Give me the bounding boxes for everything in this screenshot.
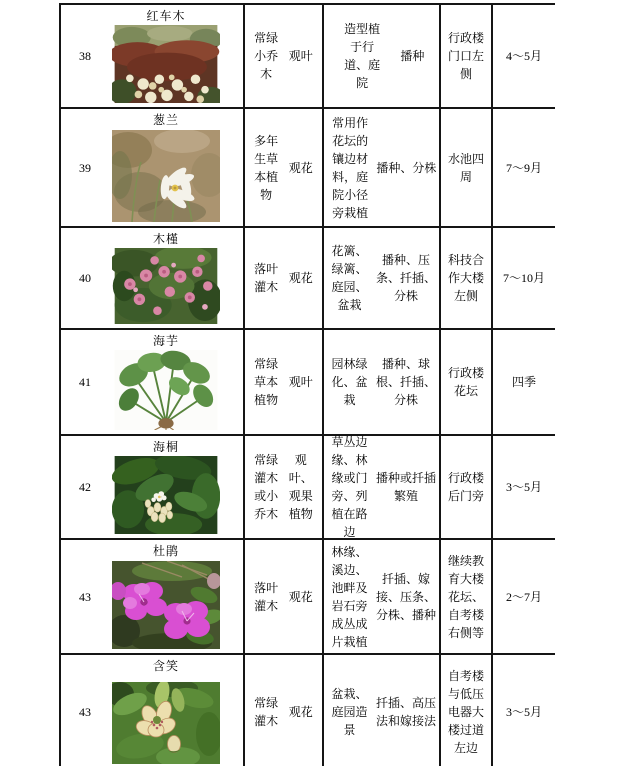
usage-cell [324, 228, 441, 328]
row-number: 38 [79, 49, 91, 63]
photo-block [109, 330, 223, 434]
months-cell [493, 330, 555, 434]
plant-cell [59, 655, 245, 766]
photo-block [109, 228, 223, 328]
propagation-text: 扦插、嫁接、压条、分株、播种 [375, 571, 436, 622]
months-cell [493, 109, 555, 226]
photo-block [109, 436, 223, 538]
plant-cell [59, 5, 245, 107]
type-cell [245, 228, 324, 328]
row-number: 42 [79, 480, 91, 494]
location-cell [441, 655, 493, 766]
view-category: 观叶、观果植物 [288, 453, 313, 521]
plant-name: 杜鹃 [152, 544, 179, 558]
view-category: 观叶 [288, 375, 313, 389]
plant-type: 落叶灌木 [254, 580, 279, 613]
type-cell [245, 330, 324, 434]
usage-cell [324, 109, 441, 226]
bloom-months: 3～5月 [505, 704, 542, 719]
propagation-text: 播种 [400, 49, 425, 63]
bloom-months: 四季 [511, 375, 536, 389]
months-cell [493, 436, 555, 538]
bloom-months: 7～9月 [505, 160, 542, 175]
view-category: 观花 [288, 271, 313, 285]
usage-text: 林缘、溪边、池畔及岩石旁成丛成片栽植 [331, 544, 368, 649]
plant-cell [59, 540, 245, 653]
plant-cell [59, 228, 245, 328]
plant-type: 常绿灌木或小乔木 [254, 453, 279, 521]
location-text: 继续教育大楼花坛、自考楼右侧等 [447, 553, 484, 640]
plant-type: 常绿草本植物 [254, 357, 279, 407]
plant-type: 多年生草本植物 [254, 133, 279, 202]
usage-text: 花篱、绿篱、庭园、盆栽 [331, 244, 368, 312]
plant-name: 木槿 [152, 232, 179, 246]
location-cell [441, 228, 493, 328]
plant-type: 常绿小乔木 [254, 31, 279, 81]
view-category: 观叶 [288, 49, 313, 63]
usage-cell [324, 540, 441, 653]
usage-cell [324, 436, 441, 538]
location-cell [441, 330, 493, 434]
type-cell [245, 109, 324, 226]
type-cell [245, 436, 324, 538]
type-cell [245, 655, 324, 766]
table-row [59, 540, 555, 655]
months-cell [493, 228, 555, 328]
row-number: 40 [79, 271, 91, 285]
location-cell [441, 5, 493, 107]
usage-text: 盆栽、庭园造景 [331, 686, 368, 737]
bloom-months: 3～5月 [505, 480, 542, 494]
location-text: 自考楼与低压电器大楼过道左边 [447, 668, 484, 755]
photo-block [109, 109, 223, 226]
table-row [59, 5, 555, 109]
months-cell [493, 540, 555, 653]
plant-photo [112, 682, 220, 764]
location-cell [441, 109, 493, 226]
plant-name: 红车木 [146, 9, 186, 23]
row-number: 43 [79, 589, 91, 604]
location-cell [441, 540, 493, 653]
propagation-text: 播种、分株 [376, 160, 437, 175]
plant-cell [59, 109, 245, 226]
plant-photo [112, 561, 220, 649]
plant-photo [112, 248, 220, 324]
plant-name: 含笑 [152, 659, 179, 673]
plant-name: 海桐 [152, 440, 179, 454]
table-row [59, 330, 555, 436]
usage-text: 草丛边缘、林缘或门旁、列植在路边 [331, 435, 368, 539]
photo-block [109, 5, 223, 107]
location-text: 科技合作大楼左侧 [447, 253, 484, 303]
table-row [59, 109, 555, 228]
bloom-months: 2～7月 [505, 589, 542, 604]
plant-name: 葱兰 [152, 113, 179, 127]
usage-text: 园林绿化、盆栽 [331, 357, 368, 407]
photo-block [109, 540, 223, 653]
plant-type: 落叶灌木 [254, 262, 279, 294]
type-cell [245, 540, 324, 653]
propagation-text: 播种、球根、扦插、分株 [375, 357, 436, 407]
usage-cell [324, 655, 441, 766]
location-text: 行政楼门口左侧 [447, 31, 484, 81]
bloom-months: 7～10月 [502, 271, 545, 285]
table-row [59, 655, 555, 766]
view-category: 观花 [288, 704, 313, 719]
usage-text: 造型植于行道、庭院 [344, 22, 381, 90]
months-cell [493, 655, 555, 766]
plant-type: 常绿灌木 [254, 695, 279, 728]
location-text: 行政楼花坛 [447, 366, 484, 398]
months-cell [493, 5, 555, 107]
row-number: 39 [79, 160, 91, 175]
location-cell [441, 436, 493, 538]
type-cell [245, 5, 324, 107]
plants-table [59, 3, 555, 766]
row-number: 41 [79, 375, 91, 389]
bloom-months: 4～5月 [505, 49, 542, 63]
plant-photo [112, 130, 220, 222]
table-row [59, 436, 555, 540]
table-row [59, 228, 555, 330]
view-category: 观花 [288, 589, 313, 604]
photo-block [109, 655, 223, 766]
usage-cell [324, 5, 441, 107]
view-category: 观花 [288, 160, 313, 175]
propagation-text: 扦插、高压法和嫁接法 [375, 695, 436, 728]
usage-cell [324, 330, 441, 434]
plant-cell [59, 330, 245, 434]
plant-photo [112, 25, 220, 103]
propagation-text: 播种或扦插繁殖 [375, 471, 436, 503]
plant-photo [112, 350, 220, 430]
usage-text: 常用作花坛的镶边材料，庭院小径旁栽植 [332, 115, 369, 220]
propagation-text: 播种、压条、扦插、分株 [375, 253, 436, 303]
row-number: 43 [79, 704, 91, 719]
plant-name: 海芋 [152, 334, 179, 348]
plant-cell [59, 436, 245, 538]
location-text: 水池四周 [447, 151, 484, 184]
plant-photo [112, 456, 220, 534]
location-text: 行政楼后门旁 [447, 471, 484, 503]
